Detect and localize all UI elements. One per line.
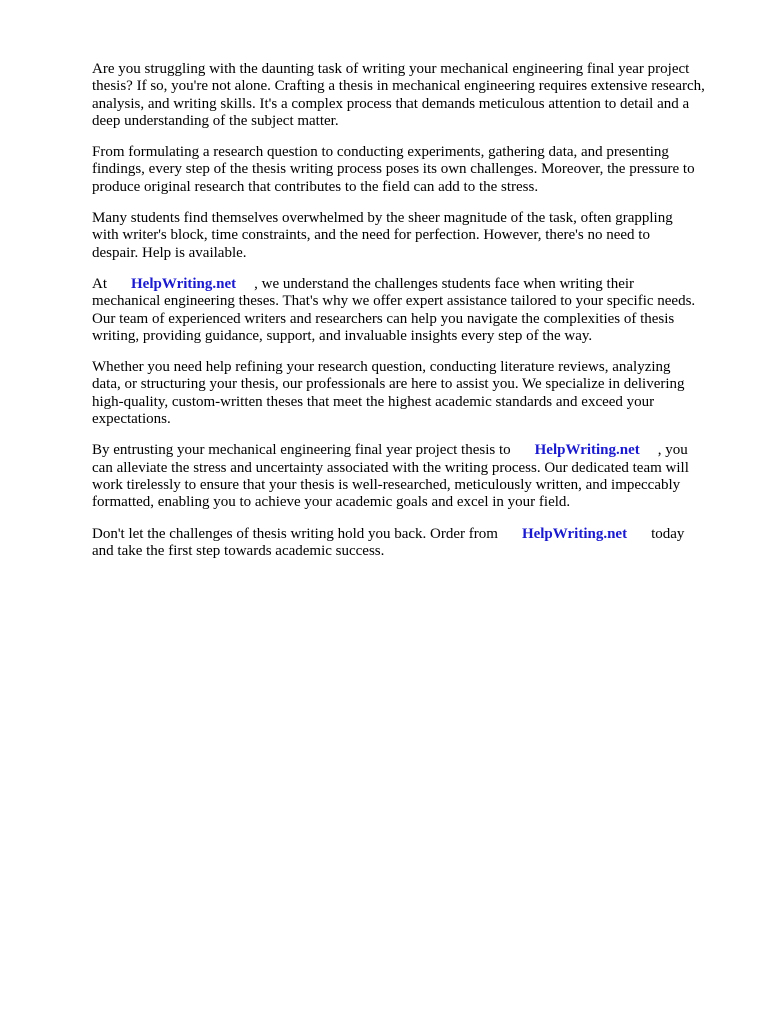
paragraph-text-after: today and take the first step towards academic success.: [92, 525, 685, 559]
paragraph-text-before: Don't let the challenges of thesis writing hold you back. Order from: [92, 525, 498, 542]
document-body: [92, 61, 726, 574]
paragraph-overwhelmed: Many students find themselves overwhelmed by the sheer magnitude of the task, often grappling with writer's block, time constraints, and the need for perfection. However, there's no need to despair. Help is available.: [92, 210, 673, 261]
paragraph-text-before: At: [92, 275, 107, 292]
helpwriting-link[interactable]: HelpWriting.net: [521, 525, 628, 542]
helpwriting-link[interactable]: HelpWriting.net: [534, 442, 640, 459]
helpwriting-link[interactable]: HelpWriting.net: [131, 275, 237, 292]
paragraph-text-after: , we understand the challenges students face when writing their mechanical engineering theses. That's why we offer expert assistance tailored to your specific needs. Our team of experienced writers and researchers can help you navigate the complexities of thesis writing, providing guidance, support, and invaluable insights every step of the way.: [92, 275, 696, 344]
paragraph-entrusting: [92, 442, 726, 511]
paragraph-services: Whether you need help refining your research question, conducting literature reviews, analyzing data, or structuring your thesis, our professionals are here to assist you. We specialize in delivering high-quality, custom-written theses that meet the highest academic standards and exceed your expectations.: [92, 359, 685, 428]
paragraph-text-before: By entrusting your mechanical engineering final year project thesis to: [92, 442, 511, 459]
paragraph-intro: Are you struggling with the daunting task of writing your mechanical engineering final year project thesis? If so, you're not alone. Crafting a thesis in mechanical engineering requires extensive research, analysis, and writing skills. It's a complex process that demands meticulous attention to detail and a deep understanding of the subject matter.: [92, 61, 705, 129]
paragraph-call-to-action: [92, 526, 726, 561]
paragraph-challenges: From formulating a research question to conducting experiments, gathering data, and presenting findings, every step of the thesis writing process poses its own challenges. Moreover, the pressure to produce original research that contributes to the field can add to the stress.: [92, 144, 695, 195]
paragraph-text-after: , you can alleviate the stress and uncertainty associated with the writing process. Our dedicated team will work tirelessly to ensure that your thesis is well-researched, meticulously written, and impeccably formatted, enabling you to achieve your academic goals and excel in your field.: [92, 442, 689, 511]
paragraph-at-helpwriting: [92, 276, 726, 345]
